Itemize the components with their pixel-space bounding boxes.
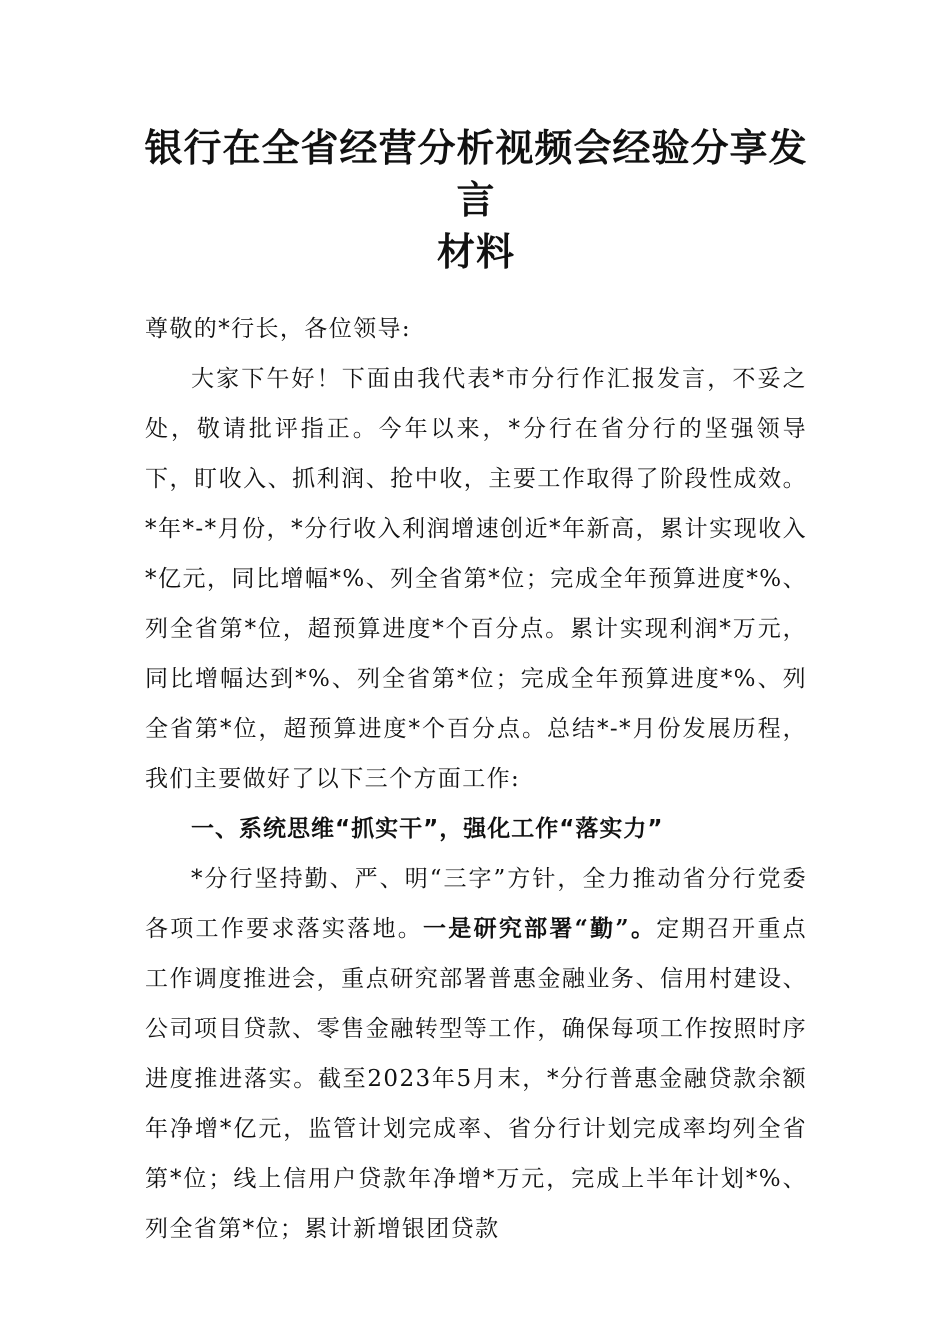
- title-line-2: 材料: [436, 229, 515, 274]
- document-title: [135, 122, 817, 278]
- paragraph-section-1-rest: 定期召开重点工作调度推进会，重点研究部署普惠金融业务、信用村建设、公司项目贷款、零售金融转型等工作，确保每项工作按照时序进度推进落实。截至2023年5月末，*分行普惠金融贷款余额年净增*亿元，监管计划完成率、省分行计划完成率均列全省第*位；线上信用户贷款年净增*万元，完成上半年计划*%、列全省第*位；累计新增银团贷款: [145, 916, 807, 1242]
- paragraph-intro: 大家下午好！下面由我代表*市分行作汇报发言，不妥之处，敬请批评指正。今年以来，*分行在省分行的坚强领导下，盯收入、抓利润、抢中收，主要工作取得了阶段性成效。*年*-*月份，*分行收入利润增速创近*年新高，累计实现收入*亿元，同比增幅*%、列全省第*位；完成全年预算进度*%、列全省第*位，超预算进度*个百分点。累计实现利润*万元，同比增幅达到*%、列全省第*位；完成全年预算进度*%、列全省第*位，超预算进度*个百分点。总结*-*月份发展历程，我们主要做好了以下三个方面工作:: [145, 366, 807, 792]
- paragraph-section-1: [145, 854, 807, 1254]
- section-heading-1: 一、系统思维“抓实干”，强化工作“落实力”: [191, 816, 664, 842]
- paragraph-section-1-bold-phrase: 一是研究部署“勤”。: [423, 915, 657, 942]
- salutation: 尊敬的*行长，各位领导:: [145, 316, 412, 342]
- document-page: [145, 122, 807, 1254]
- paragraph-section-1-lead: *分行坚持勤、严、明“三字”方针，全力推动省分行党委各项工作要求落实落地。: [145, 866, 807, 942]
- title-line-1: 银行在全省经营分析视频会经验分享发言: [144, 125, 808, 222]
- document-body: [145, 304, 807, 1254]
